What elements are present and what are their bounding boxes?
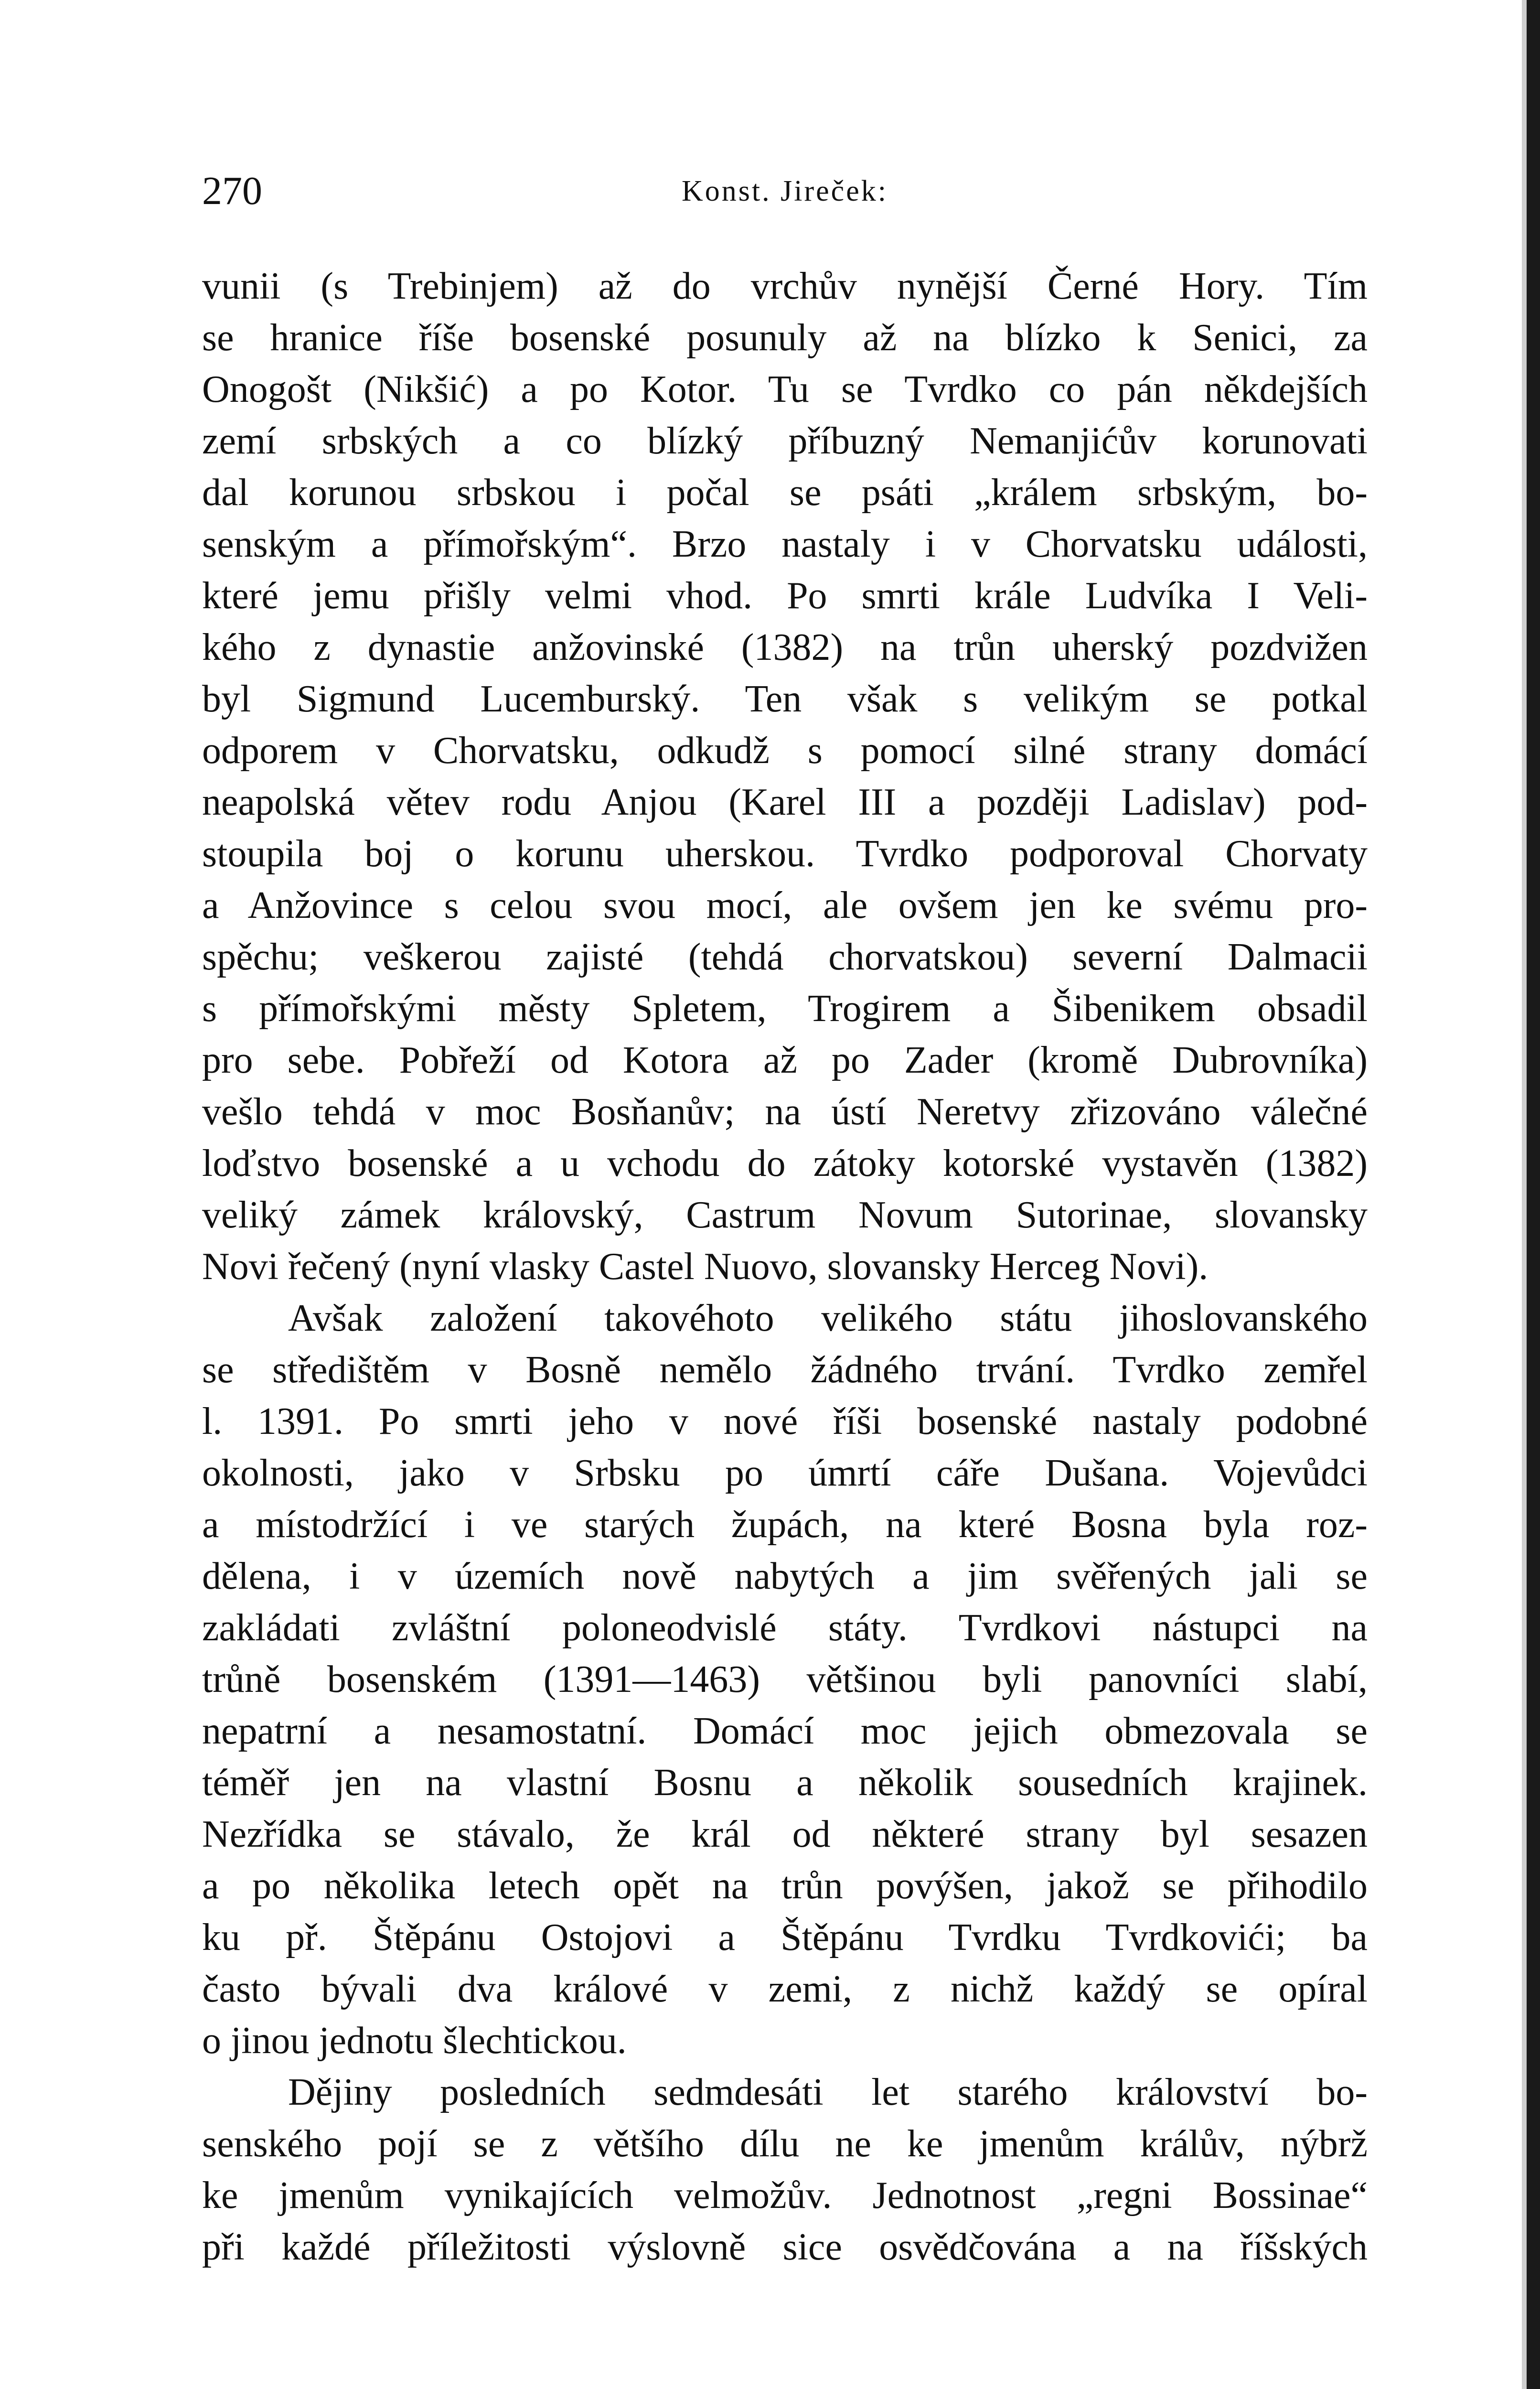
text-line: se hranice říše bosenské posunuly až na blízko k Senici, za (202, 317, 1368, 359)
text-line: loďstvo bosenské a u vchodu do zátoky kotorské vystavěn (1382) (202, 1142, 1368, 1184)
text-line: a po několika letech opět na trůn povýšen, jakož se přihodilo (202, 1865, 1368, 1907)
text-line: dělena, i v územích nově nabytých a jim svěřených jali se (202, 1555, 1368, 1597)
text-line: o jinou jednotu šlechtickou. (202, 2020, 627, 2062)
text-line: pro sebe. Pobřeží od Kotora až po Zader (kromě Dubrovníka) (202, 1039, 1368, 1081)
paragraph-start-line: Dějiny posledních sedmdesáti let starého království bo- (288, 2071, 1368, 2113)
text-line: a místodržící i ve starých župách, na které Bosna byla roz- (202, 1504, 1368, 1546)
body-text (202, 260, 1368, 2273)
text-line: ke jmenům vynikajících velmožův. Jednotnost „regni Bossinae“ (202, 2174, 1368, 2217)
text-line: okolnosti, jako v Srbsku po úmrtí cáře Dušana. Vojevůdci (202, 1452, 1368, 1494)
text-line: ku př. Štěpánu Ostojovi a Štěpánu Tvrdku Tvrdkovići; ba (202, 1916, 1368, 1959)
text-line: často bývali dva králové v zemi, z nichž každý se opíral (202, 1968, 1368, 2010)
text-line: l. 1391. Po smrti jeho v nové říši bosenské nastaly podobné (202, 1400, 1368, 1442)
text-line: Onogošt (Nikšić) a po Kotor. Tu se Tvrdko co pán někdejších (202, 368, 1368, 410)
text-line: odporem v Chorvatsku, odkudž s pomocí silné strany domácí (202, 730, 1368, 772)
text-line: zakládati zvláštní poloneodvislé státy. Tvrdkovi nástupci na (202, 1607, 1368, 1649)
text-line: spěchu; veškerou zajisté (tehdá chorvatskou) severní Dalmacii (202, 936, 1368, 978)
text-line: s přímořskými městy Spletem, Trogirem a Šibenikem obsadil (202, 988, 1368, 1030)
text-line: senského pojí se z většího dílu ne ke jmenům králův, nýbrž (202, 2123, 1368, 2165)
page-header (202, 162, 1368, 220)
text-line: při každé příležitosti výslovně sice osvědčována a na říšských (202, 2226, 1368, 2268)
text-line: kého z dynastie anžovinské (1382) na trůn uherský pozdvižen (202, 626, 1368, 668)
scan-edge (1527, 0, 1540, 2389)
text-line: nepatrní a nesamostatní. Domácí moc jejich obmezovala se (202, 1710, 1368, 1752)
text-line: vunii (s Trebinjem) až do vrchův nynější Černé Hory. Tím (202, 265, 1368, 307)
page-number: 270 (202, 169, 262, 213)
text-line: senským a přímořským“. Brzo nastaly i v Chorvatsku události, (202, 523, 1368, 565)
text-line: stoupila boj o korunu uherskou. Tvrdko podporoval Chorvaty (202, 833, 1368, 875)
text-line: se středištěm v Bosně nemělo žádného trvání. Tvrdko zemřel (202, 1349, 1368, 1391)
text-line: téměř jen na vlastní Bosnu a několik sousedních krajinek. (202, 1762, 1368, 1804)
text-line: byl Sigmund Lucemburský. Ten však s velikým se potkal (202, 678, 1368, 720)
text-line: vešlo tehdá v moc Bosňanův; na ústí Neretvy zřizováno válečné (202, 1091, 1368, 1133)
text-line: neapolská větev rodu Anjou (Karel III a později Ladislav) pod- (202, 781, 1368, 823)
text-line: a Anžovince s celou svou mocí, ale ovšem jen ke svému pro- (202, 884, 1368, 926)
text-line: zemí srbských a co blízký příbuzný Nemanjićův korunovati (202, 420, 1368, 462)
text-line: které jemu přišly velmi vhod. Po smrti krále Ludvíka I Veli- (202, 575, 1368, 617)
text-line: veliký zámek královský, Castrum Novum Sutorinae, slovansky (202, 1194, 1368, 1236)
scan-edge-shadow (1522, 0, 1527, 2389)
paragraph-start-line: Avšak založení takovéhoto velikého státu jihoslovanského (288, 1297, 1368, 1339)
running-head: Konst. Jireček: (682, 175, 888, 207)
text-line: Nezřídka se stávalo, že král od některé strany byl sesazen (202, 1813, 1368, 1855)
text-line: dal korunou srbskou i počal se psáti „králem srbským, bo- (202, 472, 1368, 514)
text-line: trůně bosenském (1391—1463) většinou byli panovníci slabí, (202, 1658, 1368, 1700)
text-line: Novi řečený (nyní vlasky Castel Nuovo, slovansky Herceg Novi). (202, 1246, 1208, 1288)
